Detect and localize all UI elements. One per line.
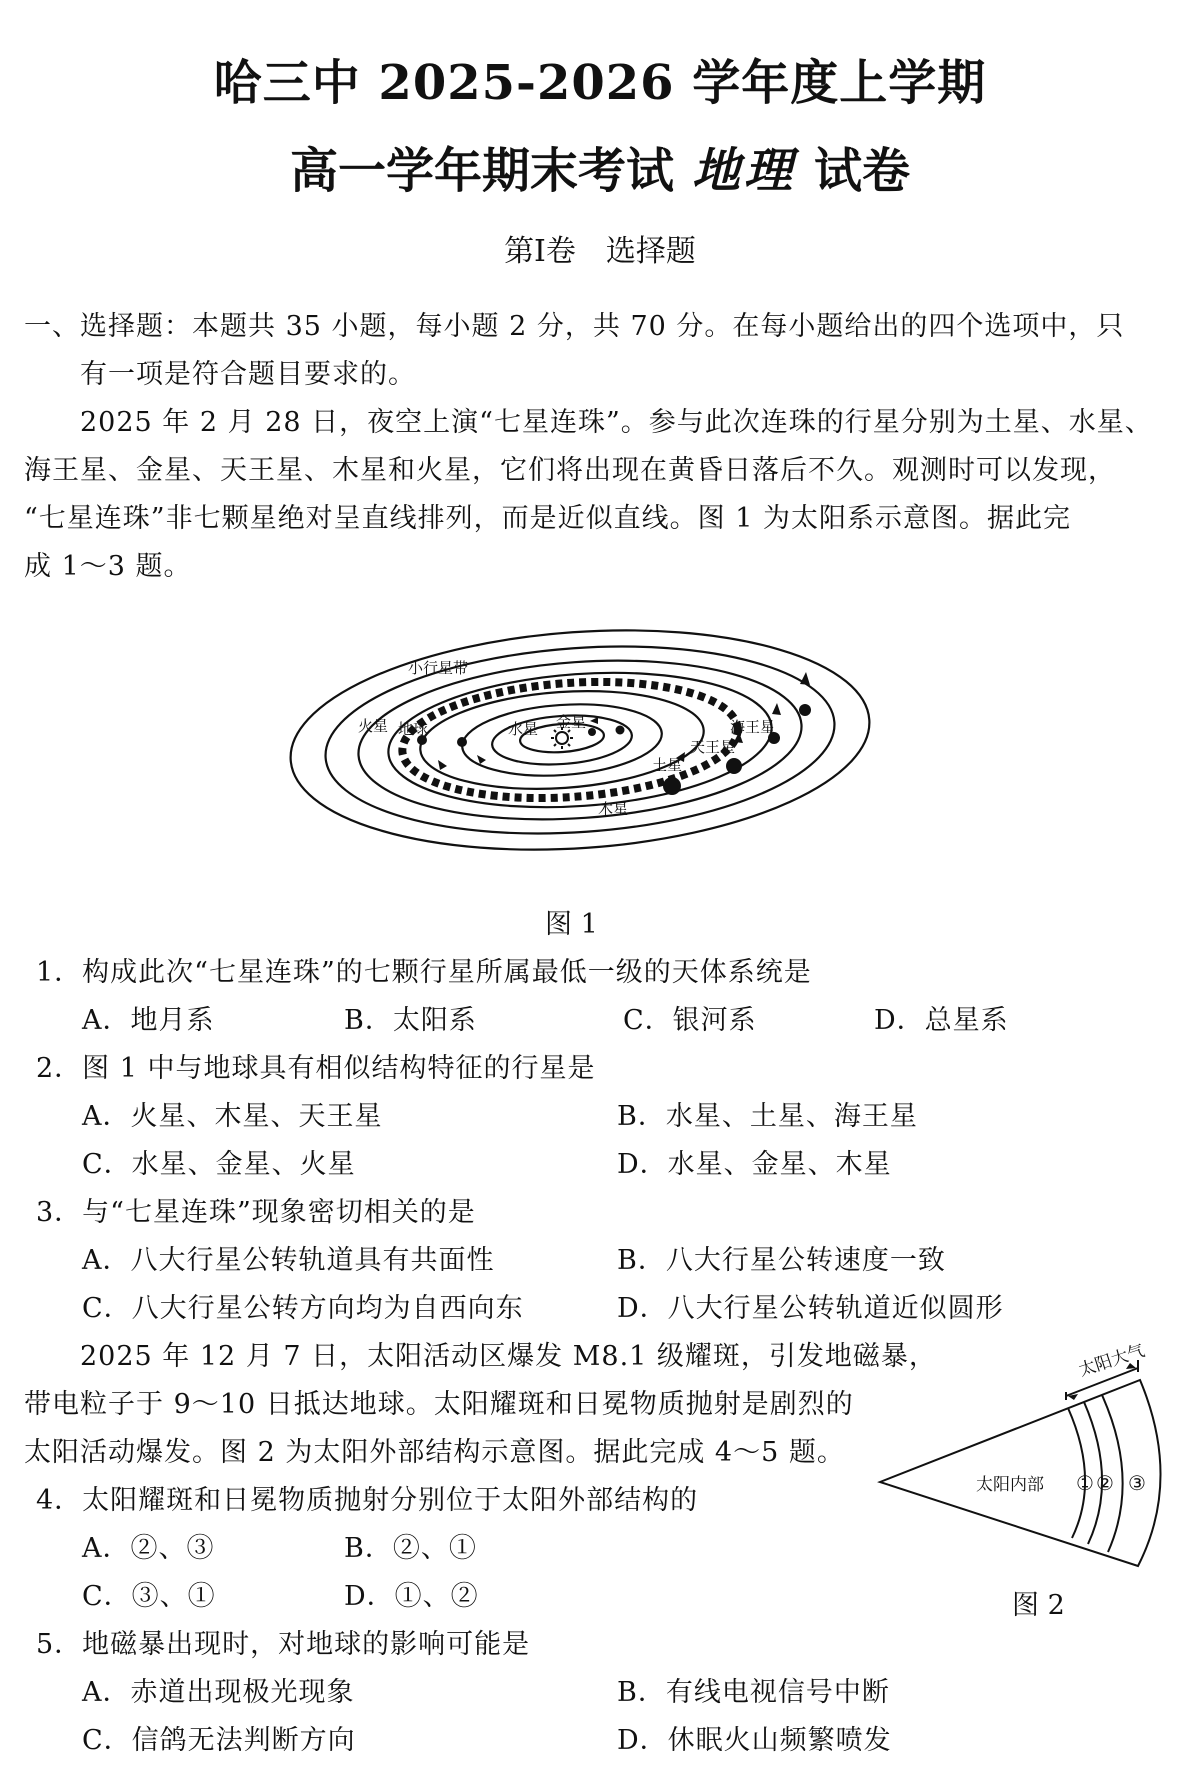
q3-option-a: A．八大行星公转轨道具有共面性 <box>82 1245 495 1276</box>
intro2-line3: 太阳活动爆发。图 2 为太阳外部结构示意图。据此完成 4～5 题。 <box>24 1437 845 1468</box>
q2-option-b: B．水星、土星、海王星 <box>617 1101 918 1132</box>
arrow-icon <box>477 755 486 764</box>
q3-option-b: B．八大行星公转速度一致 <box>617 1245 946 1276</box>
volume-heading: 第Ⅰ卷 选择题 <box>504 234 696 269</box>
q4-option-b: B．②、① <box>344 1533 477 1564</box>
q2-option-a: A．火星、木星、天王星 <box>82 1101 383 1132</box>
q2-option-d: D．水星、金星、木星 <box>617 1149 892 1180</box>
q4-option-d: D．①、② <box>344 1581 479 1612</box>
q1-stem: 1．构成此次“七星连珠”的七颗行星所属最低一级的天体系统是 <box>36 957 812 988</box>
intro1-line1: 2025 年 2 月 28 日，夜空上演“七星连珠”。参与此次连珠的行星分别为土星、水星、 <box>80 407 1153 438</box>
orbit-neptune <box>283 620 877 860</box>
label-saturn: 土星 <box>652 756 683 774</box>
label-asteroid-belt: 小行星带 <box>408 659 469 677</box>
q1-option-c: C．银河系 <box>623 1005 757 1036</box>
figure2-caption: 图 2 <box>1012 1590 1065 1621</box>
intro1-line2: 海王星、金星、天王星、木星和火星，它们将出现在黄昏日落后不久。观测时可以发现， <box>24 455 1116 486</box>
q3-stem: 3．与“七星连珠”现象密切相关的是 <box>36 1197 476 1228</box>
exam-title-line2 <box>0 132 1200 201</box>
label-venus: 金星 <box>556 713 587 731</box>
label-jupiter: 木星 <box>598 800 629 818</box>
q5-option-b: B．有线电视信号中断 <box>617 1677 890 1708</box>
label-sun-atmosphere: 太阳大气 <box>1076 1340 1148 1381</box>
arrow-icon <box>590 717 598 724</box>
label-mars: 火星 <box>358 717 389 735</box>
label-layer3: ③ <box>1128 1471 1146 1495</box>
q3-option-c: C．八大行星公转方向均为自西向东 <box>82 1293 524 1324</box>
q4-option-a: A．②、③ <box>82 1533 215 1564</box>
q2-option-c: C．水星、金星、火星 <box>82 1149 356 1180</box>
planet-neptune <box>799 704 811 716</box>
planet-earth <box>457 737 467 747</box>
q5-option-d: D．休眠火山频繁喷发 <box>617 1725 892 1756</box>
planet-jupiter <box>663 777 681 795</box>
planet-venus <box>616 726 625 735</box>
q3-option-d: D．八大行星公转轨道近似圆形 <box>617 1293 1004 1324</box>
arrow-icon <box>438 760 447 770</box>
q5-option-c: C．信鸽无法判断方向 <box>82 1725 356 1756</box>
q1-option-a: A．地月系 <box>82 1005 215 1036</box>
label-layer1: ① <box>1076 1471 1094 1495</box>
arrow-icon <box>800 672 810 685</box>
sun-structure-diagram <box>870 1340 1190 1570</box>
exam-title-line1: 哈三中 2025-2026 学年度上学期 <box>213 55 987 111</box>
intro1-line4: 成 1～3 题。 <box>24 551 192 582</box>
figure1-caption: 图 1 <box>545 909 598 940</box>
label-layer2: ② <box>1096 1471 1114 1495</box>
planet-mercury <box>588 728 596 736</box>
q2-stem: 2．图 1 中与地球具有相似结构特征的行星是 <box>36 1053 596 1084</box>
sector-outline <box>880 1380 1161 1566</box>
label-neptune: 海王星 <box>730 718 776 736</box>
q5-option-a: A．赤道出现极光现象 <box>82 1677 355 1708</box>
q4-option-c: C．③、① <box>82 1581 216 1612</box>
q1-option-b: B．太阳系 <box>344 1005 477 1036</box>
label-sun-interior: 太阳内部 <box>976 1475 1044 1495</box>
section-instruction-line2: 有一项是符合题目要求的。 <box>80 359 416 390</box>
label-uranus: 天王星 <box>690 738 736 756</box>
section-instruction-line1: 一、选择题：本题共 35 小题，每小题 2 分，共 70 分。在每小题给出的四个选项中，只 <box>24 311 1125 342</box>
solar-system-diagram <box>280 620 900 860</box>
q1-option-d: D．总星系 <box>874 1005 1009 1036</box>
intro1-line3: “七星连珠”非七颗星绝对呈直线排列，而是近似直线。图 1 为太阳系示意图。据此完 <box>24 503 1071 534</box>
q5-stem: 5．地磁暴出现时，对地球的影响可能是 <box>36 1629 531 1660</box>
intro2-line2: 带电粒子于 9～10 日抵达地球。太阳耀斑和日冕物质抛射是剧烈的 <box>24 1389 854 1420</box>
exam-title-suffix: 试卷 <box>814 143 911 199</box>
orbit-uranus <box>319 630 841 849</box>
intro2-line1: 2025 年 12 月 7 日，太阳活动区爆发 M8.1 级耀斑，引发地磁暴， <box>80 1341 937 1372</box>
q4-stem: 4．太阳耀斑和日冕物质抛射分别位于太阳外部结构的 <box>36 1485 699 1516</box>
label-mercury: 水星 <box>508 720 539 738</box>
exam-title-prefix: 高一学年期末考试 <box>289 143 674 199</box>
orbit-earth <box>460 698 664 782</box>
planet-saturn <box>726 758 742 774</box>
exam-subject: 地理 <box>691 143 796 199</box>
label-earth: 地球 <box>398 720 429 738</box>
arrow-icon <box>772 703 781 715</box>
